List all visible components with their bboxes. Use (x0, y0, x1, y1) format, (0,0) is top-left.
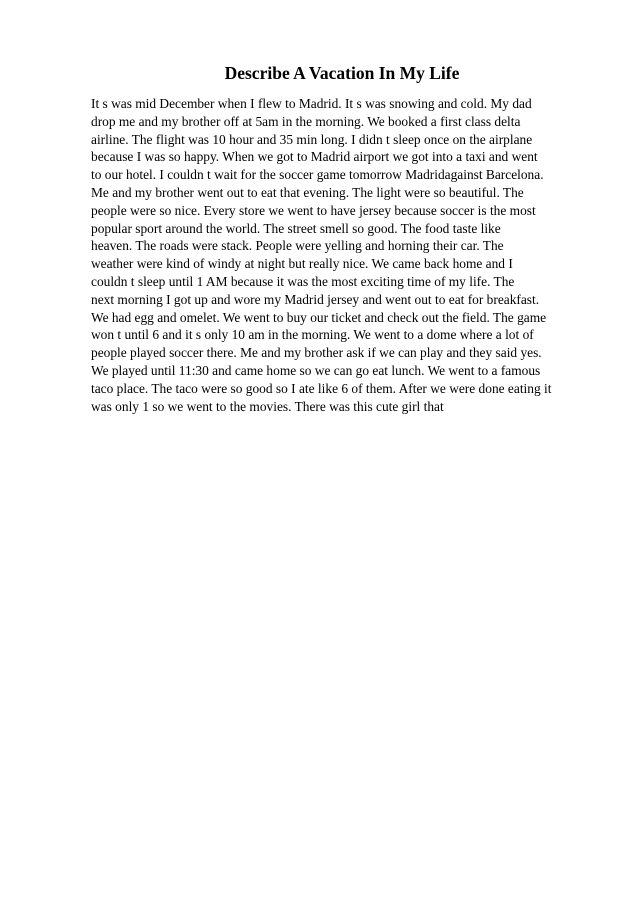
body-line: next morning I got up and wore my Madrid jersey and went out to eat for breakfast. (91, 291, 540, 307)
body-line: We had egg and omelet. We went to buy our ticket and check out the field. The game (91, 309, 547, 325)
body-line: Me and my brother went out to eat that evening. The light were so beautiful. The (91, 184, 524, 200)
body-line: to our hotel. I couldn t wait for the soccer game tomorrow Madridagainst Barcelona. (91, 167, 544, 183)
body-line: We played until 11:30 and came home so we can go eat lunch. We went to a famous (91, 362, 541, 378)
body-line: won t until 6 and it s only 10 am in the morning. We went to a dome where a lot of (91, 327, 534, 343)
document-body (91, 95, 611, 415)
body-line: airline. The flight was 10 hour and 35 min long. I didn t sleep once on the airplane (91, 131, 533, 147)
body-line: because I was so happy. When we got to Madrid airport we got into a taxi and went (91, 149, 538, 165)
body-line: heaven. The roads were stack. People were yelling and horning their car. The (91, 238, 504, 254)
body-line: was only 1 so we went to the movies. There was this cute girl that (91, 398, 444, 414)
document-title: Describe A Vacation In My Life (224, 63, 460, 83)
body-line: drop me and my brother off at 5am in the morning. We booked a first class delta (91, 113, 521, 129)
body-line: people were so nice. Every store we went to have jersey because soccer is the most (91, 202, 536, 218)
body-line: popular sport around the world. The street smell so good. The food taste like (91, 220, 501, 236)
body-line: taco place. The taco were so good so I ate like 6 of them. After we were done eating it (91, 380, 552, 396)
body-line: weather were kind of windy at night but really nice. We came back home and I (91, 256, 513, 272)
body-line: people played soccer there. Me and my brother ask if we can play and they said yes. (91, 345, 542, 361)
body-line: couldn t sleep until 1 AM because it was the most exciting time of my life. The (91, 273, 515, 289)
body-line: It s was mid December when I flew to Madrid. It s was snowing and cold. My dad (91, 96, 532, 111)
